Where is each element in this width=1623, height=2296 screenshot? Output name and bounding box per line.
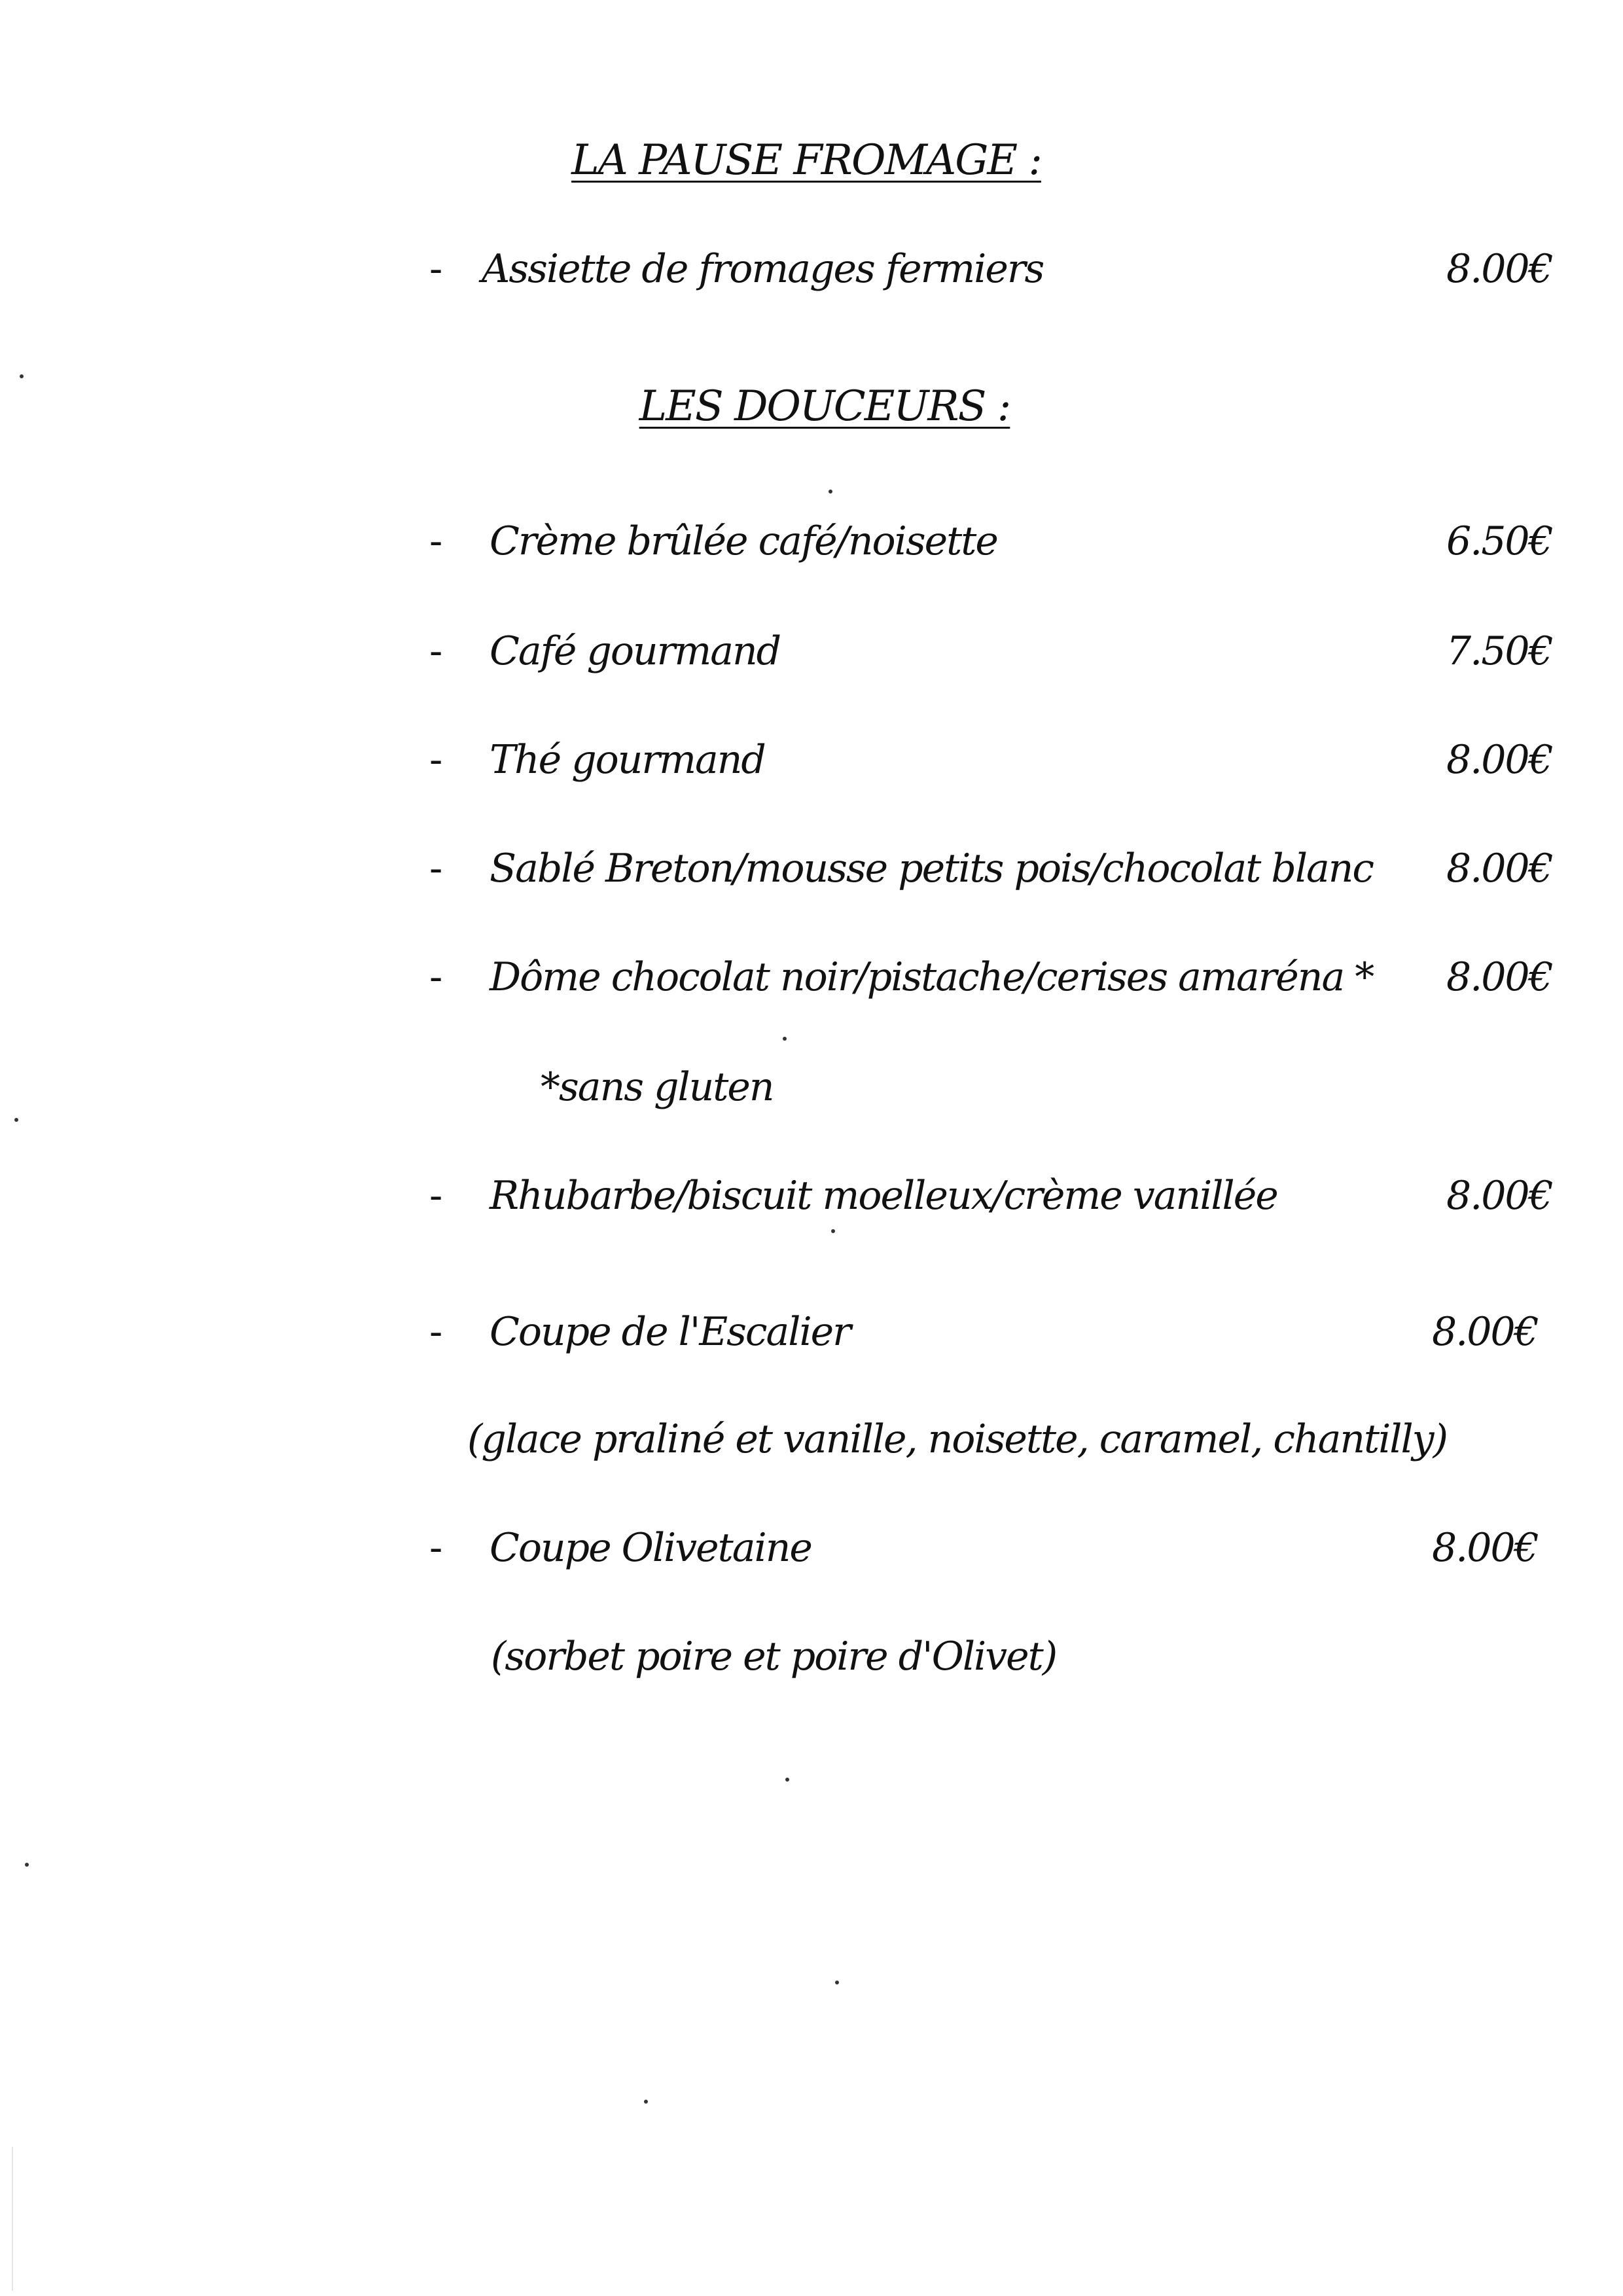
item-price: 8.00€ <box>1432 1525 1538 1571</box>
item-price: 8.00€ <box>1446 1173 1552 1219</box>
item-dash: - <box>429 246 443 292</box>
item-price: 8.00€ <box>1432 1309 1538 1355</box>
scan-speck <box>829 490 832 493</box>
item-name: Dôme chocolat noir/pistache/cerises amaréna * <box>490 954 1374 1000</box>
menu-item-sable-breton <box>0 846 1623 905</box>
item-note-coupe-escalier: (glace praliné et vanille, noisette, caramel, chantilly) <box>467 1416 1447 1462</box>
scan-speck <box>644 2100 648 2104</box>
item-name: Coupe Olivetaine <box>490 1525 812 1571</box>
item-name: Crème brûlée café/noisette <box>490 518 997 564</box>
item-name: Rhubarbe/biscuit moelleux/crème vanillée <box>490 1173 1277 1219</box>
item-dash: - <box>429 1525 443 1571</box>
menu-item-creme-brulee <box>0 518 1623 577</box>
scan-speck <box>783 1037 787 1041</box>
scan-speck <box>25 1863 29 1867</box>
scan-edge-line <box>12 2147 13 2291</box>
item-name: Sablé Breton/mousse petits pois/chocolat blanc <box>490 846 1374 891</box>
menu-item-cheese-plate <box>0 246 1623 305</box>
item-note-gluten-free: *sans gluten <box>541 1064 774 1110</box>
menu-item-rhubarbe <box>0 1173 1623 1232</box>
scan-speck <box>14 1118 18 1122</box>
item-price: 8.00€ <box>1446 846 1552 891</box>
item-price: 8.00€ <box>1446 737 1552 783</box>
section-title-desserts: LES DOUCEURS : <box>639 382 1010 431</box>
scan-speck <box>831 1229 835 1233</box>
item-name: Coupe de l'Escalier <box>490 1309 850 1355</box>
item-dash: - <box>429 1309 443 1355</box>
item-dash: - <box>429 846 443 891</box>
item-note-coupe-olivetaine: (sorbet poire et poire d'Olivet) <box>491 1634 1057 1679</box>
item-price: 6.50€ <box>1446 518 1552 564</box>
scan-speck <box>785 1778 789 1782</box>
item-dash: - <box>429 1173 443 1219</box>
item-dash: - <box>429 954 443 1000</box>
item-name: Café gourmand <box>490 628 781 674</box>
item-dash: - <box>429 628 443 674</box>
item-price: 8.00€ <box>1446 954 1552 1000</box>
menu-item-coupe-olivetaine <box>0 1525 1623 1584</box>
scan-speck <box>20 374 24 378</box>
item-price: 8.00€ <box>1446 246 1552 292</box>
item-dash: - <box>429 518 443 564</box>
item-name: Assiette de fromages fermiers <box>482 246 1044 292</box>
menu-item-coupe-escalier <box>0 1309 1623 1368</box>
scan-speck <box>835 1981 839 1984</box>
menu-item-dome-chocolat <box>0 954 1623 1013</box>
item-dash: - <box>429 737 443 783</box>
menu-item-the-gourmand <box>0 737 1623 796</box>
item-price: 7.50€ <box>1446 628 1552 674</box>
section-title-cheese: LA PAUSE FROMAGE : <box>571 136 1041 185</box>
item-name: Thé gourmand <box>490 737 765 783</box>
menu-item-cafe-gourmand <box>0 628 1623 687</box>
